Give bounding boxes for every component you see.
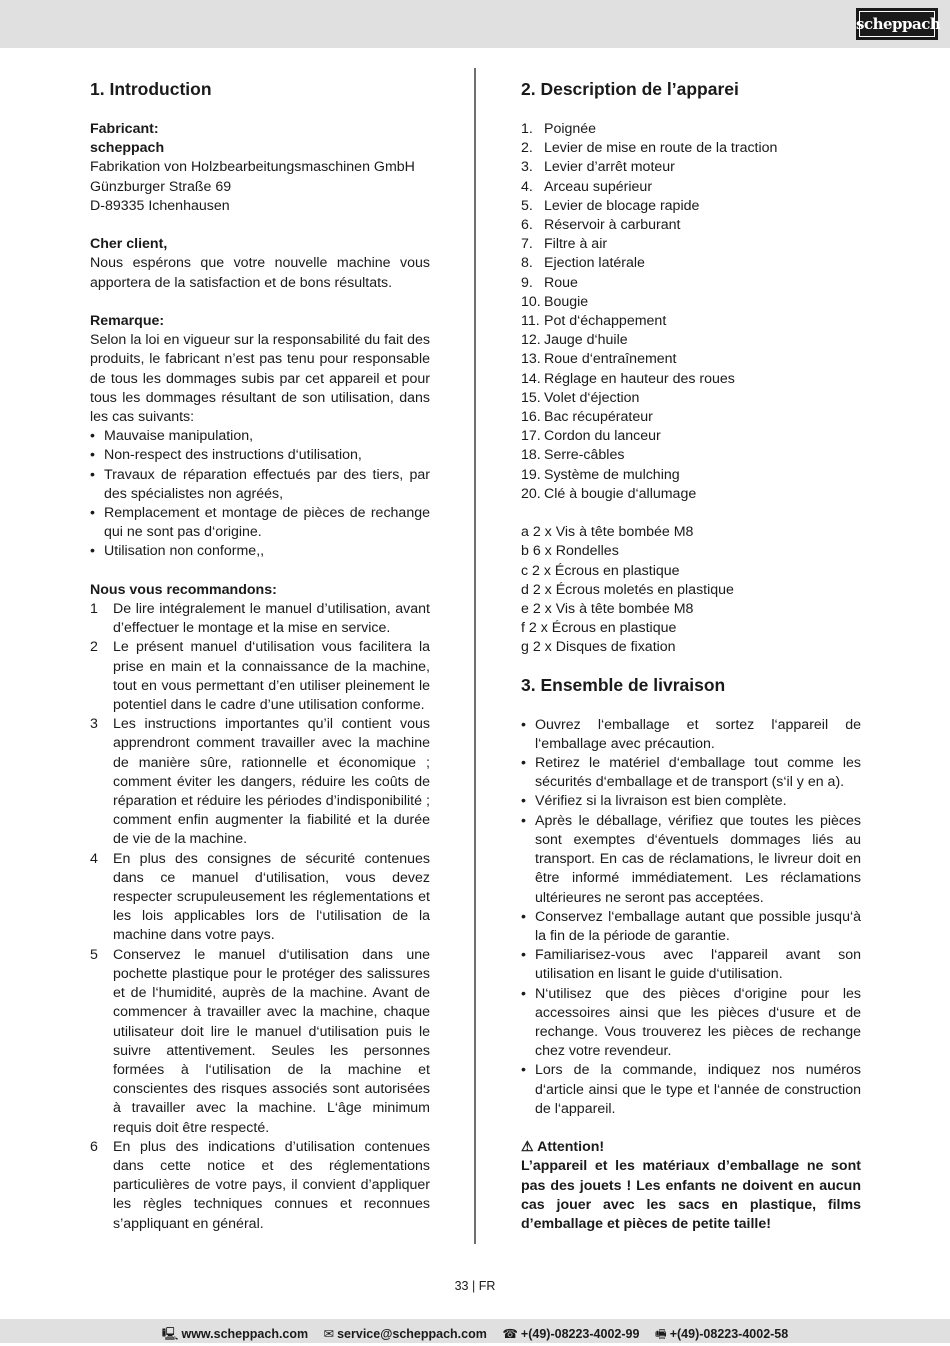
website-text: www.scheppach.com: [181, 1327, 309, 1341]
item-text: En plus des consignes de sécurité contenues dans ce manuel d‘utilisation, vous devez respecter scrupuleusement les réglementations et les lois applicables lors de l‘utilisation de la machine dans votre pays.: [113, 850, 430, 944]
hardware-item: g 2 x Disques de fixation: [521, 639, 676, 656]
list-item: [521, 427, 861, 446]
list-item: [521, 216, 861, 235]
item-number: 5.: [521, 197, 533, 214]
hardware-item: b 6 x Rondelles: [521, 543, 619, 560]
list-item: • Non-respect des instructions d‘utilisation,: [90, 446, 430, 465]
item-text: Conservez le manuel d‘utilisation dans une pochette plastique pour le protéger des salissures et de l‘humidité, auprès de la machine. Avant de commencer à travailler avec la machine, chaque utilisateur doit lire le manuel d‘utilisation puis le suivre attentivement. Seules les personnes formées à l‘utilisation de la machine et conscientes des risques associés sont autorisées à travailler avec la machine. L‘âge minimum requis doit être respecté.: [113, 946, 430, 1136]
list-item: [521, 350, 861, 369]
item-number: 9.: [521, 274, 533, 291]
list-item: [521, 197, 861, 216]
right-column: [521, 78, 861, 1234]
item-number: 11.: [521, 313, 540, 330]
item-text: Le présent manuel d‘utilisation vous facilitera la prise en main et la connaissance de la machine, tout en vous permettant d’en utiliser pleinement le potentiel dans le cadre d’une utilisation conforme.: [113, 639, 430, 714]
list-item: [521, 254, 861, 273]
item-text: Réglage en hauteur des roues: [544, 370, 735, 387]
mail-icon: ✉: [323, 1327, 335, 1341]
item-number: 18.: [521, 447, 541, 464]
list-item: [90, 600, 430, 638]
list-item: [521, 389, 861, 408]
remark-label: Remarque:: [90, 313, 165, 329]
warning-text: L’appareil et les matériaux d’emballage ne sont pas des jouets ! Les enfants ne doivent en aucun cas jouer avec les sacs en plastique, films d’emballage et pièces de petite taille!: [521, 1158, 861, 1232]
website-contact[interactable]: [162, 1327, 308, 1341]
item-number: 10.: [521, 293, 541, 310]
manufacturer-name: scheppach: [90, 140, 165, 157]
delivery-list: [521, 716, 861, 1119]
list-item: [521, 331, 861, 350]
recommend-list: [90, 600, 430, 1234]
computer-icon: 🖳: [161, 1327, 179, 1341]
item-number: 2.: [521, 140, 533, 157]
item-text: Roue d‘entraînement: [544, 351, 677, 368]
item-text: Serre-câbles: [544, 447, 625, 464]
email-text: service@scheppach.com: [337, 1327, 487, 1341]
item-text: Filtre à air: [544, 236, 608, 253]
list-item: [90, 850, 430, 946]
item-text: En plus des indications d’utilisation contenues dans cette notice et des réglementations particulières de votre pays, il convient d’appliquer les règles techniques connues et reconnues s’appliquant en général.: [113, 1138, 430, 1232]
column-divider: [474, 68, 476, 1244]
fax-text: +(49)-08223-4002-58: [669, 1327, 789, 1341]
list-item: [90, 715, 430, 849]
parts-list: [521, 120, 861, 504]
item-number: 3.: [521, 159, 533, 176]
list-item: • Remplacement et montage de pièces de rechange qui ne sont pas d‘origine.: [90, 504, 430, 542]
recommend-label: Nous vous recommandons:: [90, 581, 277, 598]
item-text: Levier de blocage rapide: [544, 197, 700, 214]
description-title: 2. Description de l’apparei: [521, 79, 739, 99]
list-item: [521, 466, 861, 485]
remark-text: Selon la loi en vigueur sur la responsabilité du fait des produits, le fabricant n’est pas tenu pour responsable de tous les dommages subis par cet appareil et pour tous les dommages résultant de son utilisation, dans les cas suivants:: [90, 332, 430, 426]
phone-contact[interactable]: [502, 1327, 639, 1341]
email-contact[interactable]: [324, 1327, 487, 1341]
item-number: 6.: [521, 217, 533, 234]
item-text: Levier d’arrêt moteur: [544, 159, 675, 176]
manufacturer-label: Fabricant:: [90, 121, 159, 137]
item-number: 13.: [521, 351, 541, 368]
item-number: 4: [90, 850, 98, 867]
item-number: 5: [90, 946, 98, 963]
item-number: 1.: [521, 121, 533, 137]
list-item: [521, 370, 861, 389]
item-text: Ejection latérale: [544, 255, 645, 272]
item-text: Cordon du lanceur: [544, 428, 661, 445]
item-text: Jauge d‘huile: [544, 332, 628, 349]
greeting: Cher client,: [90, 236, 168, 253]
address-line: Günzburger Straße 69: [90, 178, 232, 195]
list-item: [521, 293, 861, 312]
list-item: • Mauvaise manipulation,: [90, 427, 430, 446]
item-number: 4.: [521, 178, 533, 195]
hardware-item: c 2 x Écrous en plastique: [521, 562, 680, 579]
greeting-text: Nous espérons que votre nouvelle machine vous apportera de la satisfaction et de bons résultats.: [90, 255, 430, 291]
item-number: 7.: [521, 236, 533, 253]
list-item: • Vérifiez si la livraison est bien complète.: [521, 792, 861, 811]
item-number: 8.: [521, 255, 533, 272]
item-number: 1: [90, 601, 98, 618]
list-item: [90, 638, 430, 715]
item-text: Pot d‘échappement: [544, 313, 667, 330]
fax-contact[interactable]: [655, 1327, 788, 1341]
fax-icon: 🖷: [654, 1327, 667, 1341]
item-text: Bac récupérateur: [544, 409, 653, 426]
item-number: 6: [90, 1138, 98, 1155]
address-line: D-89335 Ichenhausen: [90, 197, 230, 214]
item-text: Les instructions importantes qu’il contient vous apprendront comment travailler avec la machine de manière sûre, rationnelle et économique ; comment éviter les dangers, réduire les coûts de réparation et réduire les périodes d’indisponibilité ; comment enfin augmenter la fiabilité et la durée de vie de la machine.: [113, 716, 430, 848]
address-line: Fabrikation von Holzbearbeitungsmaschinen GmbH: [90, 159, 415, 176]
list-item: [521, 446, 861, 465]
hardware-item: a 2 x Vis à tête bombée M8: [521, 524, 694, 541]
list-item: [521, 158, 861, 177]
list-item: • Travaux de réparation effectués par des tiers, par des spécialistes non agréés,: [90, 466, 430, 504]
hardware-item: d 2 x Écrous moletés en plastique: [521, 581, 734, 598]
item-text: Bougie: [544, 293, 589, 310]
item-number: 17.: [521, 428, 541, 445]
remark-list: [90, 427, 430, 561]
list-item: • Lors de la commande, indiquez nos numéros d‘article ainsi que le type et l‘année de construction de l‘appareil.: [521, 1061, 861, 1119]
brand-logo: scheppach: [856, 8, 938, 40]
list-item: [521, 235, 861, 254]
delivery-title: 3. Ensemble de livraison: [521, 674, 726, 695]
item-number: 12.: [521, 332, 541, 349]
item-number: 14.: [521, 370, 541, 387]
item-text: Arceau supérieur: [544, 178, 653, 195]
list-item: [521, 408, 861, 427]
left-column: [90, 78, 430, 1234]
item-text: Poignée: [544, 121, 597, 137]
list-item: [521, 274, 861, 293]
hardware-item: f 2 x Écrous en plastique: [521, 620, 677, 637]
list-item: [521, 120, 861, 139]
item-text: Réservoir à carburant: [544, 217, 681, 234]
phone-icon: ☎: [502, 1327, 518, 1341]
item-number: 19.: [521, 466, 541, 483]
warning-title: Attention!: [537, 1139, 605, 1156]
item-text: De lire intégralement le manuel d’utilisation, avant d’effectuer le montage et la mise en service.: [113, 601, 430, 637]
warning-heading: [521, 1138, 861, 1157]
item-text: Clé à bougie d‘allumage: [544, 485, 697, 502]
item-number: 20.: [521, 485, 541, 502]
hardware-item: e 2 x Vis à tête bombée M8: [521, 601, 694, 618]
item-text: Levier de mise en route de la traction: [544, 140, 778, 157]
list-item: [521, 178, 861, 197]
item-number: 16.: [521, 409, 541, 426]
list-item: [521, 139, 861, 158]
list-item: • Conservez l‘emballage autant que possible jusqu‘à la fin de la période de garantie.: [521, 908, 861, 946]
item-number: 3: [90, 716, 98, 733]
phone-text: +(49)-08223-4002-99: [520, 1327, 640, 1341]
list-item: [521, 485, 861, 504]
list-item: [90, 1138, 430, 1234]
list-item: • N‘utilisez que des pièces d‘origine pour les accessoires ainsi que les pièces d‘usure et de rechange. Vous trouverez les pièces de rechange chez votre revendeur.: [521, 985, 861, 1062]
list-item: • Ouvrez l‘emballage et sortez l‘appareil de l‘emballage avec précaution.: [521, 716, 861, 754]
item-text: Volet d‘éjection: [544, 389, 640, 406]
list-item: • Utilisation non conforme,,: [90, 542, 430, 561]
list-item: [521, 312, 861, 331]
intro-title: 1. Introduction: [90, 79, 212, 99]
item-number: 2: [90, 639, 98, 656]
list-item: [90, 946, 430, 1138]
item-text: Système de mulching: [544, 466, 680, 483]
item-text: Roue: [544, 274, 578, 291]
top-bar: [0, 0, 950, 48]
item-number: 15.: [521, 389, 541, 406]
list-item: • Après le déballage, vérifiez que toutes les pièces sont exemptes d‘éventuels dommages liés au transport. En cas de réclamations, le livreur doit en être informé immédiatement. Les réclamations ultérieures ne seront pas acceptées.: [521, 812, 861, 908]
list-item: • Retirez le matériel d‘emballage tout comme les sécurités d‘emballage et de transport (s‘il y en a).: [521, 754, 861, 792]
page-number: 33 | FR: [454, 1279, 496, 1293]
list-item: • Familiarisez-vous avec l‘appareil avant son utilisation en lisant le guide d‘utilisation.: [521, 946, 861, 984]
warning-icon: ⚠: [521, 1139, 534, 1156]
